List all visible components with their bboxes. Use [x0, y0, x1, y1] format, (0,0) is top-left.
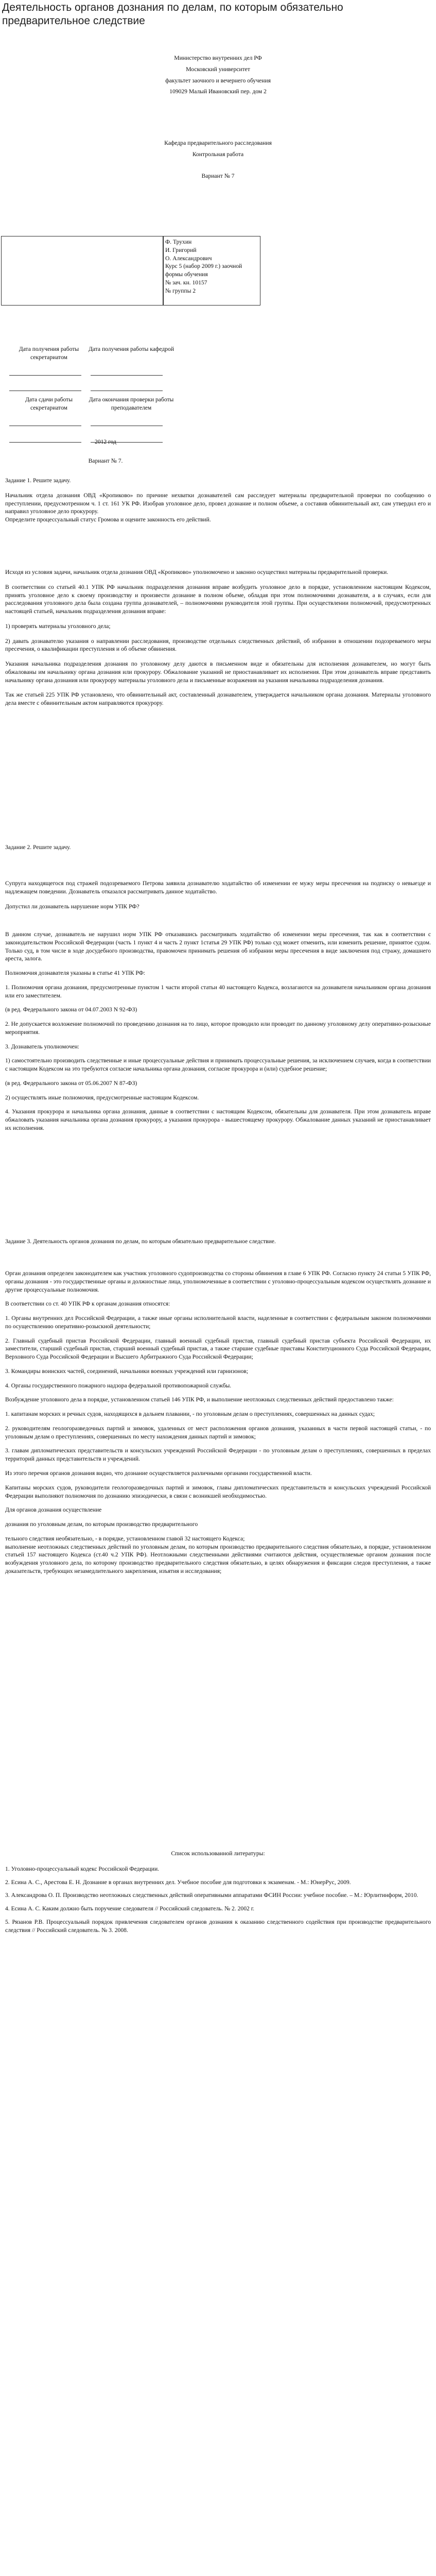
answer-paragraph: 3. Дознаватель уполномочен:: [5, 1043, 80, 1050]
answer-paragraph: (в ред. Федерального закона от 04.07.2003 N 92-ФЗ): [5, 1006, 137, 1013]
department-line: Кафедра предварительного расследования: [164, 140, 272, 146]
signature-line: [9, 375, 81, 376]
answer-paragraph: 2) осуществлять иные полномочия, предусмотренные настоящим Кодексом.: [5, 1094, 199, 1101]
answer-paragraph: 4. Указания прокурора и начальника органа дознания, данные в соответствии с настоящим Кодексом, обязательны для дознавателя. При этом дознаватель вправе обжаловать указания начальника органа дознания прокурору, а указания прокурора - вышестоящему прокурору. Обжалование данных указаний не приостанавливает их исполнения.: [5, 1108, 431, 1132]
variant-repeat-line: Вариант № 7.: [88, 457, 123, 464]
task1-section: [0, 477, 436, 524]
page-title: Деятельность органов дознания по делам, по которым обязательно предварительное следствие: [2, 2, 343, 27]
body-paragraph: дознания по уголовным делам, по которым производство предварительного: [5, 1521, 198, 1528]
body-paragraph: Из этого перечня органов дознания видно, что дознание осуществляется различными органами государственной власти.: [5, 1470, 312, 1477]
handed-secretariat-label: Дата сдачи работы секретариатом: [25, 396, 73, 411]
work-type-line: Контрольная работа: [192, 150, 244, 158]
body-paragraph: 2. Главный судебный пристав Российской Федерации, главный военный судебный пристав, главный судебный пристав субъекта Российской Федерации, их заместители, старший судебный пристав, старший военный судебный пристав, а также старшие судебные приставы Конституционного Суда Российской Федерации, Верховного Суда Российской Федерации и Высшего Арбитражного Суда Российской Федерации;: [5, 1337, 431, 1361]
body-paragraph: Возбуждение уголовного дела в порядке, установленном статьей 146 УПК РФ, и выполнение неотложных следственных действий предоставлено также:: [5, 1396, 394, 1403]
signature-line: [91, 375, 163, 376]
body-paragraph: 3. Командиры воинских частей, соединений, начальники военных учреждений или гарнизонов;: [5, 1367, 248, 1375]
body-paragraph: Орган дознания определен законодателем как участник уголовного судопроизводства со стороны обвинения в главе 6 УПК РФ. Согласно пункту 24 статьи 5 УПК РФ, органы дознания - это государственные органы и должностные лица, уполномоченные в соответствии с уголовно-процессуальным кодексом осуществлять дознание и другие процессуальные полномочия.: [5, 1270, 431, 1293]
body-paragraph: выполнение неотложных следственных действий по уголовным делам, по которым производство предварительного следствия обязательно, в порядке, установленном статьей 157 настоящего Кодекса (ст.40 ч.2 УПК РФ). Неотложными следственными действиями считаются действия, осуществляемые органом дознания после возбуждения уголовного дела, по которому производство предварительного следствия обязательно, в целях обнаружения и фиксации следов преступления, а также доказательств, требующих незамедлительного закрепления, изъятия и исследования;: [5, 1543, 431, 1574]
body-paragraph: 4. Органы государственного пожарного надзора федеральной противопожарной службы.: [5, 1382, 232, 1389]
answer-paragraph: Исходя из условия задачи, начальник отдела дознания ОВД «Кропиково» уполномочено и законно осуществил материалы предварительной проверки.: [5, 569, 389, 575]
answer-paragraph: 2) давать дознавателю указания о направлении расследования, производстве отдельных следственных действий, об избрании в отношении подозреваемого меры пресечения, о квалификации преступления и об объеме обвинения.: [5, 637, 431, 653]
task2-heading: Задание 2. Решите задачу.: [5, 844, 71, 851]
literature-item: 1. Уголовно-процессуальный кодекс Российской Федерации.: [5, 1865, 160, 1872]
student-line: № зач. кн. 10157: [165, 279, 207, 286]
received-secretariat-label: Дата получения работы секретариатом: [19, 346, 79, 361]
task3-body: [0, 1269, 436, 1582]
answer-paragraph: 2. Не допускается возложение полномочий по проведению дознания на то лицо, которое проводило или проводит по данному уголовному делу оперативно-розыскные мероприятия.: [5, 1021, 431, 1036]
answer-paragraph: Полномочия дознавателя указаны в статье 41 УПК РФ:: [5, 970, 146, 977]
body-paragraph: 1. Органы внутренних дел Российской Федерации, а также иные органы исполнительной власти, наделенные в соответствии с федеральным законом полномочиями по осуществлению оперативно-розыскной деятельности;: [5, 1315, 431, 1330]
student-empty-cell: [1, 236, 164, 306]
literature-section: [0, 1850, 436, 1934]
review-end-label: Дата окончания проверки работы преподавателем: [89, 396, 174, 411]
university-line: Московский университет: [186, 65, 250, 73]
page-header: [0, 0, 436, 37]
title-page-top: [0, 54, 436, 96]
task2-answer: [0, 930, 436, 1132]
student-line: Ф. Трухин: [165, 239, 192, 245]
body-paragraph: 2. руководителям геологоразведочных партий и зимовок, удаленных от мест расположения органов дознания, указанных в части первой настоящей статьи, - по уголовным делам о преступлениях, совершенных по месту нахождения данных партий и зимовок;: [5, 1425, 431, 1440]
student-line: Курс 5 (набор 2009 г.) заочной формы обучения: [165, 263, 242, 278]
body-paragraph: Капитаны морских судов, руководители геологоразведочных партий и зимовок, главы дипломатических представительств и консульских учреждений Российской Федерации выполняют полномочия по дознанию эпизодически, в связи с возникшей необходимостью.: [5, 1484, 431, 1499]
student-line: О. Александрович: [165, 255, 212, 262]
answer-paragraph: 1) самостоятельно производить следственные и иные процессуальные действия и принимать процессуальные решения, за исключением случаев, когда в соответствии с настоящим Кодексом на это требуются согласие начальника органа дознания, согласие прокурора и (или) судебное решение;: [5, 1057, 431, 1073]
task2-text: Супруга находящегося под стражей подозреваемого Петрова заявила дознавателю ходатайство об изменении ее мужу меры пресечения на подписку о невыезде и надлежащем поведении. Дознаватель отказался рассматривать данное ходатайство.: [5, 880, 431, 895]
task3-heading: Задание 3. Деятельность органов дознания по делам, по которым обязательно предварительное следствие.: [5, 1238, 276, 1245]
body-paragraph: 3. главам дипломатических представительств и консульских учреждений Российской Федерации - по уголовным делам о преступлениях, совершенных в пределах территорий данных представительств и учреждений.: [5, 1447, 431, 1463]
body-paragraph: Для органов дознания осуществление: [5, 1506, 102, 1514]
task1-heading: Задание 1. Решите задачу.: [5, 477, 71, 484]
literature-item: 5. Рязанов Р.В. Процессуальный порядок привлечения следователем органов дознания к оказанию следственного содействия при производстве предварительного следствия // Российский следователь. № 3. 2008.: [5, 1918, 431, 1934]
task3-section: [0, 1238, 436, 1246]
task1-text: Начальник отдела дознания ОВД «Кропиково» по причине нехватки дознавателей сам расследует материалы предварительной проверки по сообщению о преступлении, предусмотренном ч. 1 ст. 161 УК РФ. Изобрав уголовное дело, провел дознание и полном объеме, а составив обвинительный акт, сам утвердил его и направил уголовное дело прокурору.: [5, 492, 431, 515]
body-paragraph: 1. капитанам морских и речных судов, находящихся в дальнем плавании, - по уголовным делам о преступлениях, совершенных на данных судах;: [5, 1411, 375, 1418]
task2-body: [0, 879, 436, 910]
body-paragraph: В соответствии со ст. 40 УПК РФ к органам дознания относятся:: [5, 1300, 170, 1308]
task2-section: [0, 843, 436, 852]
address-line: 109029 Малый Ивановский пер. дом 2: [169, 88, 267, 95]
student-line: И. Григорий: [165, 246, 197, 253]
faculty-line: факультет заочного и вечернего обучения: [165, 77, 271, 84]
task1-question: Определите процессуальный статус Громова и оцените законность его действий.: [5, 516, 211, 523]
task2-question: Допустил ли дознаватель нарушение норм УПК РФ?: [5, 903, 139, 910]
answer-paragraph: (в ред. Федерального закона от 05.06.2007 N 87-ФЗ): [5, 1079, 137, 1087]
student-info-cell: [163, 236, 260, 306]
year-line: 2012 год: [95, 438, 116, 445]
literature-item: 2. Есина А. С., Арестова Е. Н. Дознание в органах внутренних дел. Учебное пособие для подготовки к экзаменам. - М.: ЮнерРус, 2009.: [5, 1878, 351, 1886]
answer-paragraph: Так же статьей 225 УПК РФ установлено, что обвинительный акт, составленный дознавателем, утверждается начальником органа дознания. Материалы уголовного дела вместе с обвинительным актом направляются прокурору.: [5, 691, 431, 707]
answer-paragraph: 1. Полномочия органа дознания, предусмотренные пунктом 1 части второй статьи 40 настоящего Кодекса, возлагаются на дознавателя начальником органа дознания или его заместителем.: [5, 984, 431, 999]
ministry-line: Министерство внутренних дел РФ: [174, 55, 262, 61]
literature-item: 3. Александрова О. П. Производство неотложных следственных действий оперативными аппаратами ФСИН России: учебное пособие. – М.: Юрлитинформ, 2010.: [5, 1892, 418, 1899]
title-page-middle: [0, 139, 436, 180]
answer-paragraph: В данном случае, дознаватель не нарушил норм УПК РФ отказавшись рассматривать ходатайство об изменении меры пресечения, так как в соответствии с законодательством Российской Федерации (часть 1 пункт 4 и часть 2 пункт 1статья 29 УПК РФ) только суд может отменить, или изменить решение, принятое судом. Только суд, в том числе в ходе досудебного производства, правомочен принимать решения об избрании меры пресечения в виде заключения под стражу, домашнего ареста, залога.: [5, 931, 431, 962]
received-department-label: Дата получения работы кафедрой: [88, 346, 175, 352]
variant-line: Вариант № 7: [201, 172, 235, 179]
body-paragraph: тельного следствия необязательно, - в порядке, установленном главой 32 настоящего Кодекса;: [5, 1535, 245, 1542]
answer-paragraph: Указания начальника подразделения дознания по уголовному делу даются в письменном виде и обязательны для исполнения дознавателем, но могут быть обжалованы им начальнику органа дознания или прокурору. Обжалование указаний не приостанавливает их исполнения. При этом дознаватель вправе представить начальнику органа дознания или прокурору материалы уголовного дела и письменные возражения на указания начальника подразделения дознания.: [5, 660, 431, 684]
literature-item: 4. Есина А. С. Каким должно быть поручение следователя // Российский следователь. № 2. 2002 г.: [5, 1905, 255, 1912]
signature-line: [9, 442, 81, 443]
answer-paragraph: 1) проверять материалы уголовного дела;: [5, 622, 111, 630]
student-line: № группы 2: [165, 287, 196, 294]
answer-paragraph: В соответствии со статьей 40.1 УПК РФ начальник подразделения дознания вправе возбудить уголовное дело в порядке, установленном настоящим Кодексом, принять уголовное дело к своему производству и произвести дознание в полном объеме, обладая при этом полномочиями дознавателя, а в случаях, если для расследования уголовного дела была создана группа дознавателей, – полномочиями руководителя этой группы. При осуществлении полномочий, предусмотренных настоящей статьей, начальник подразделения дознания вправе:: [5, 583, 431, 615]
literature-heading: Список использованной литературы:: [171, 1850, 265, 1857]
task1-answer: [0, 568, 436, 707]
